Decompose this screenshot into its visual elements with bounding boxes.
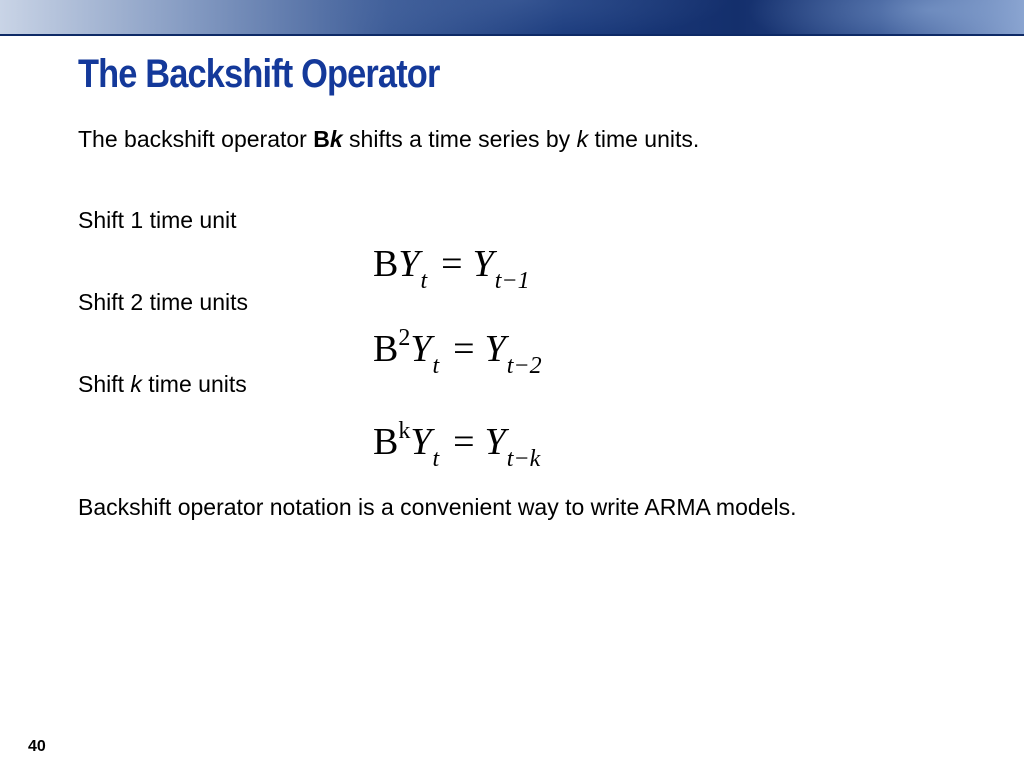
shift-k-label [78,367,247,401]
intro-after: time units. [588,126,700,152]
intro-operator [313,126,342,152]
eq-2-lhs-sub: t [432,353,440,379]
eq-k-lhs-var: Y [410,421,432,463]
shift-2-label [78,285,248,319]
intro-operator-letter: B [313,126,330,152]
eq-k-lhs-sub: t [432,446,440,472]
shift-1-label [78,203,237,237]
shift-2-label-text: Shift 2 time units [78,289,249,315]
eq-2-rhs-sub: t−2 [506,353,542,379]
intro-middle: shifts a time series by [342,126,577,152]
eq-1-rhs-sub: t−1 [494,268,530,294]
eq-k-operator: B [373,421,399,463]
eq-2-rhs-var: Y [484,328,506,370]
eq-1-operator: B [373,243,399,285]
shift-k-label-var: k [130,371,142,397]
intro-before: The backshift operator [78,126,314,152]
eq-k-rhs-var: Y [484,421,506,463]
eq-1-rhs-var: Y [472,243,494,285]
intro-var: k [576,126,589,152]
equation-shift-k [373,418,541,472]
eq-2-operator: B [373,328,399,370]
intro-operator-index: k [329,126,343,152]
closing-text: Backshift operator notation is a convenient way to write ARMA models. [78,494,797,520]
eq-2-power: 2 [398,325,411,351]
equation-shift-1 [373,242,530,294]
page-number: 40 [28,738,46,755]
equation-shift-2 [373,325,542,379]
header-band [0,0,1024,36]
eq-2-equals: = [453,328,475,370]
slide-title: The Backshift Operator [78,52,440,96]
shift-1-label-text: Shift 1 time unit [78,207,237,233]
eq-2-lhs-var: Y [410,328,432,370]
eq-1-equals: = [441,243,463,285]
intro-text [78,122,699,156]
eq-k-rhs-sub: t−k [506,446,541,472]
eq-k-equals: = [453,421,475,463]
eq-1-lhs-sub: t [420,268,428,294]
eq-k-power: k [398,418,411,444]
shift-k-label-text: Shift [78,371,131,397]
eq-1-lhs-var: Y [398,243,420,285]
shift-k-label-after: time units [141,371,247,397]
